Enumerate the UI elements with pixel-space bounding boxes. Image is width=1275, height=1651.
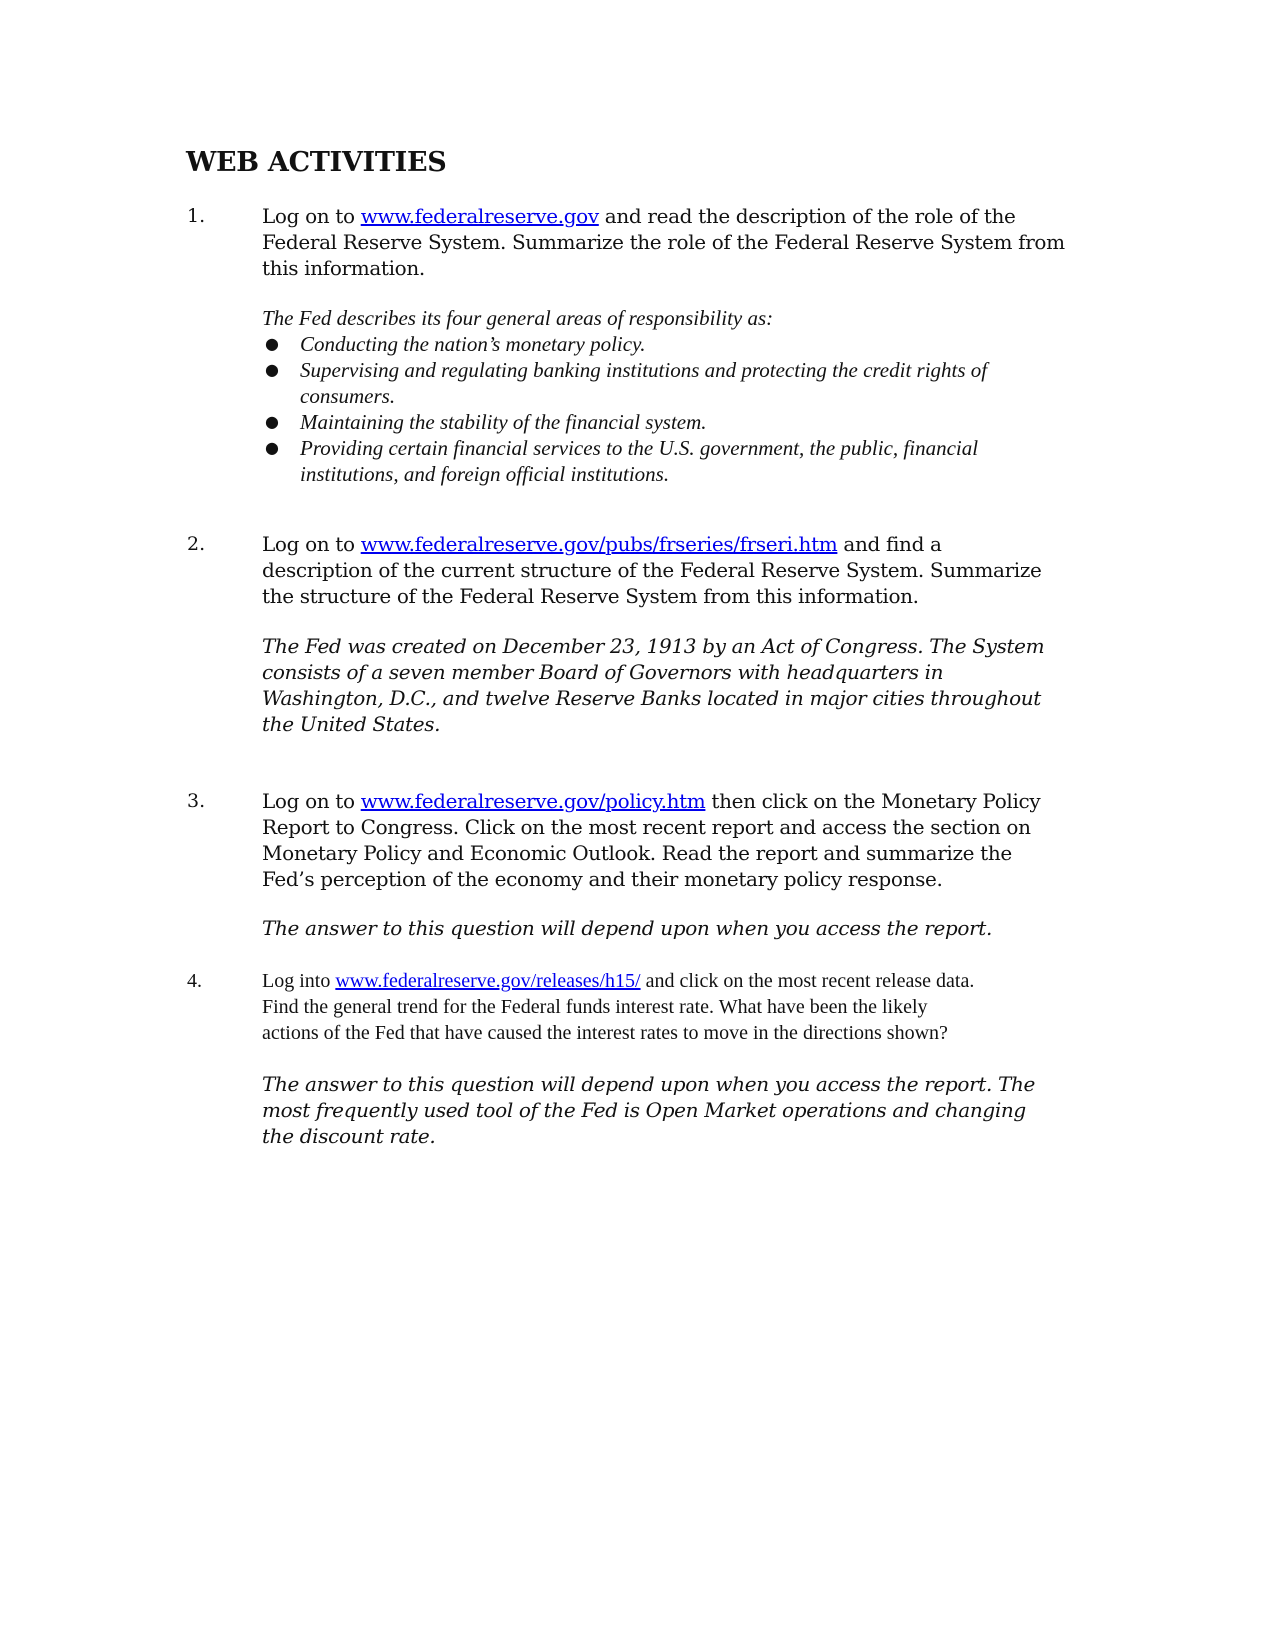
- list-item: ● Maintaining the stability of the financial system.: [265, 410, 707, 434]
- question-3-answer: [262, 915, 1092, 941]
- question-1: [262, 203, 1092, 281]
- question-1-text-post: and read the description of the role of the: [598, 204, 1016, 228]
- question-3-line-1: [262, 788, 1092, 814]
- question-4-link[interactable]: www.federalreserve.gov/releases/h15/: [335, 970, 641, 992]
- question-3-text-post: then click on the Monetary Policy: [705, 789, 1041, 813]
- question-1-text-pre: Log on to: [262, 204, 361, 228]
- question-4-answer: [262, 1071, 1092, 1149]
- answer-line: the discount rate.: [262, 1124, 436, 1148]
- question-3: [262, 788, 1092, 892]
- question-3-link[interactable]: www.federalreserve.gov/policy.htm: [360, 789, 706, 813]
- answer-line: the United States.: [262, 712, 441, 736]
- question-2: [262, 531, 1092, 609]
- question-1-line-3: this information.: [262, 256, 425, 280]
- answer-intro: The Fed describes its four general areas of responsibility as:: [262, 306, 774, 330]
- answer-line: The Fed was created on December 23, 1913 by an Act of Congress. The System: [262, 634, 1045, 658]
- question-4-text-post: and click on the most recent release data.: [640, 970, 975, 992]
- question-4-text-pre: Log into: [262, 970, 336, 992]
- question-4-number: 4.: [187, 970, 202, 992]
- answer-line: Washington, D.C., and twelve Reserve Banks located in major cities throughout: [262, 686, 1041, 710]
- question-4: [262, 968, 1092, 1046]
- list-item: ● Conducting the nation’s monetary policy.: [265, 332, 646, 356]
- question-2-number: 2.: [187, 533, 206, 555]
- question-4-line-3: actions of the Fed that have caused the interest rates to move in the directions shown?: [262, 1022, 948, 1044]
- answer-line: The answer to this question will depend upon when you access the report.: [262, 916, 992, 940]
- question-3-line-4: Fed’s perception of the economy and their monetary policy response.: [262, 867, 943, 891]
- question-1-link[interactable]: www.federalreserve.gov: [360, 204, 599, 228]
- question-2-line-3: the structure of the Federal Reserve System from this information.: [262, 584, 919, 608]
- question-1-line-2: Federal Reserve System. Summarize the role of the Federal Reserve System from: [262, 230, 1065, 254]
- question-4-line-2: Find the general trend for the Federal funds interest rate. What have been the likely: [262, 996, 928, 1018]
- question-3-text-pre: Log on to: [262, 789, 361, 813]
- question-2-line-1: [262, 531, 1092, 557]
- list-item: ● Providing certain financial services to the U.S. government, the public, financial institutions, and foreign official institutions.: [265, 436, 979, 486]
- answer-line: The answer to this question will depend upon when you access the report. The: [262, 1072, 1035, 1096]
- answer-line: consists of a seven member Board of Governors with headquarters in: [262, 660, 944, 684]
- list-item: ● Supervising and regulating banking institutions and protecting the credit rights of consumers.: [265, 358, 988, 408]
- question-1-line-1: [262, 203, 1092, 229]
- page-title: WEB ACTIVITIES: [186, 147, 447, 178]
- question-2-text-pre: Log on to: [262, 532, 361, 556]
- question-4-line-1: [262, 968, 1092, 994]
- question-2-text-post: and find a: [837, 532, 942, 556]
- question-3-line-2: Report to Congress. Click on the most recent report and access the section on: [262, 815, 1031, 839]
- question-1-number: 1.: [187, 205, 206, 227]
- question-1-answer: [262, 305, 1092, 487]
- question-2-answer: [262, 633, 1092, 737]
- responsibility-list: [262, 305, 1092, 487]
- question-3-number: 3.: [187, 790, 206, 812]
- answer-line: most frequently used tool of the Fed is Open Market operations and changing: [262, 1098, 1026, 1122]
- question-3-line-3: Monetary Policy and Economic Outlook. Read the report and summarize the: [262, 841, 1012, 865]
- question-2-link[interactable]: www.federalreserve.gov/pubs/frseries/frseri.htm: [360, 532, 838, 556]
- question-2-line-2: description of the current structure of the Federal Reserve System. Summarize: [262, 558, 1042, 582]
